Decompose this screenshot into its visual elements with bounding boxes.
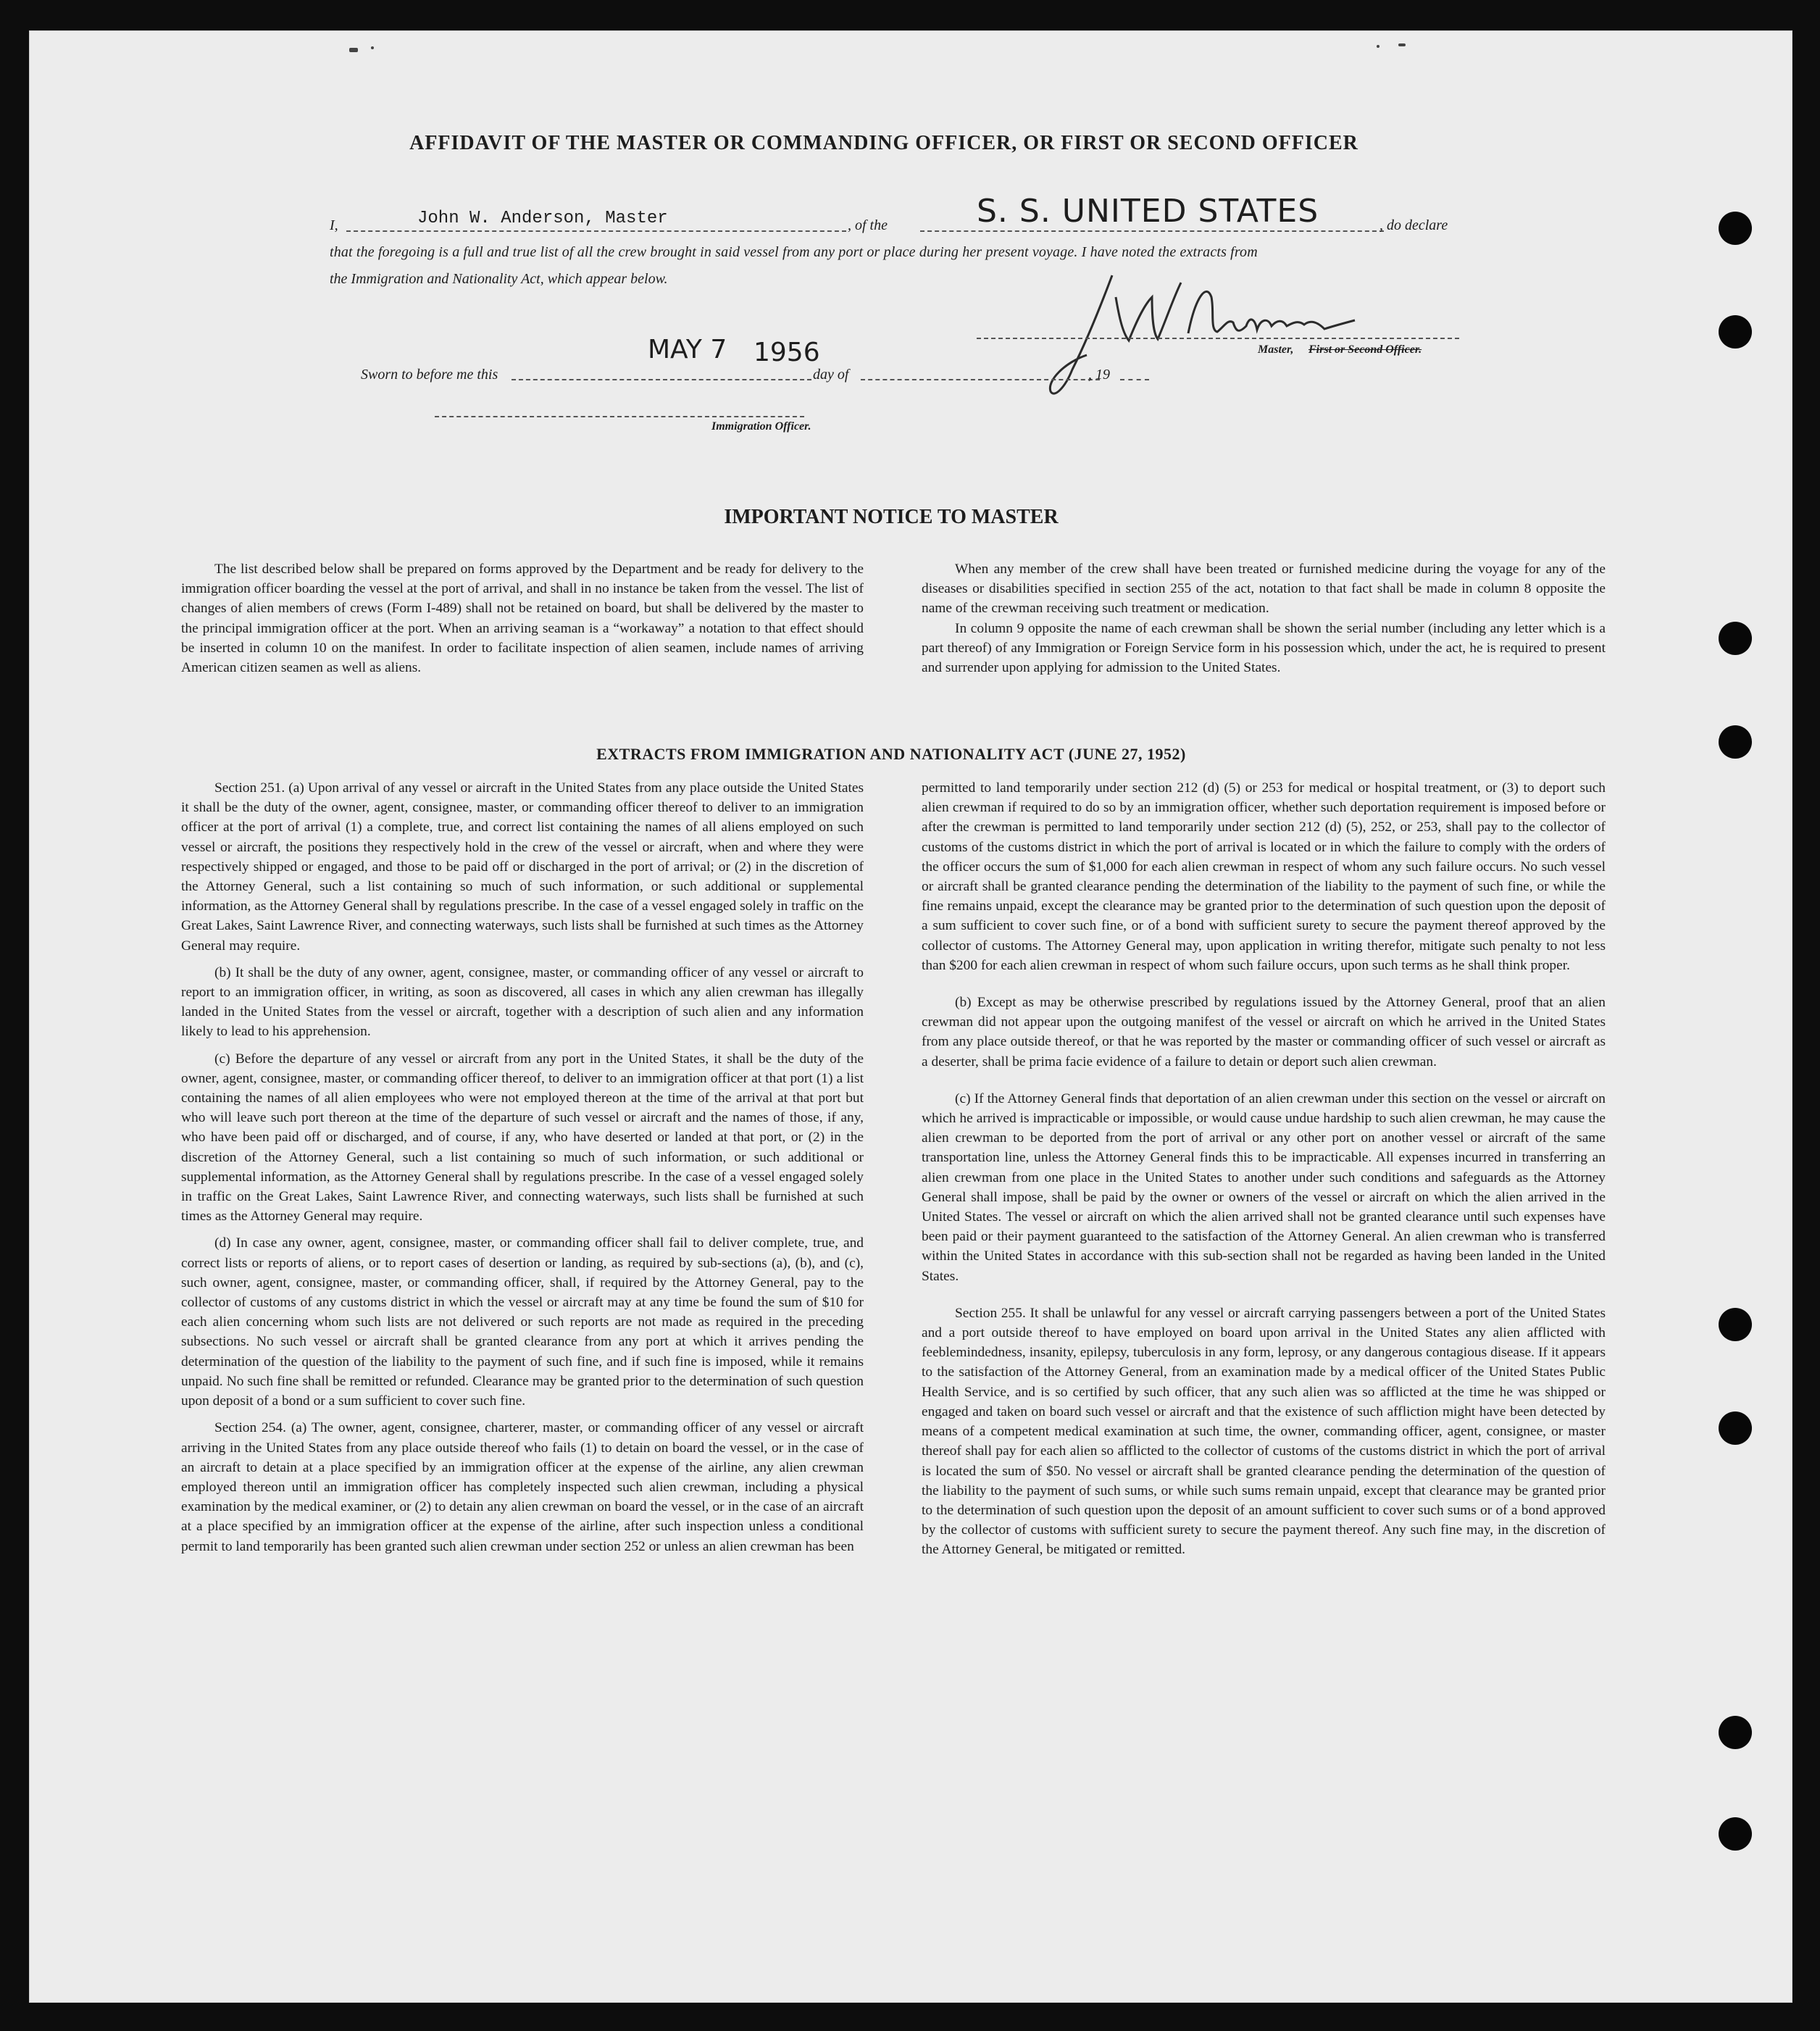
section-254-c: (c) If the Attorney General finds that deportation of an alien crewman under this section on the vessel or aircraft on which he arrived is impracticable or impossible, or would cause undue hardship to such alien crewman, he may cause the alien crewman to be deported from the port of arrival or any other port on another vessel or aircraft of the same transportation line, unless the Attorney General finds this to be impracticable. All expenses incurred in transferring an alien crewman from one place in the United States to another under such conditions and safeguards as the Attorney General shall impose, shall be paid by the owner or owners of the vessel or aircraft on which the alien arrived in the United States. The vessel or aircraft on which the alien arrived shall not be granted clearance until such expenses have been paid or their payment guaranteed to the satisfaction of the Attorney General. An alien crewman who is transferred within the United States in accordance with this sub-section shall not be regarded as having been landed in the United States. xyxy=(922,1090,1606,1284)
do-declare-label: , do declare xyxy=(1379,217,1448,233)
punch-hole xyxy=(1719,1308,1752,1341)
section-251-a: Section 251. (a) Upon arrival of any vessel or aircraft in the United States from any place outside the United States it shall be the duty of the owner, agent, consignee, master, or commanding officer thereof to deliver to an immigration officer at the port of arrival (1) a complete, true, and correct list containing the names of all aliens employed on such vessel or aircraft, the positions they respectively hold in the crew of the vessel or aircraft, when and where they were respectively shipped or engaged, and those to be paid off or discharged in the port of arrival; or (2) in the discretion of the Attorney General, such a list containing so much of such information, or such additional or supplemental information, as the Attorney General shall by regulations prescribe. In the case of a vessel engaged solely in traffic on the Great Lakes, Saint Lawrence River, and connecting waterways, such lists shall be furnished at such times as the Attorney General may require. xyxy=(181,780,864,954)
notice-left-paragraph: The list described below shall be prepared on forms approved by the Department and be ready for delivery to the immigration officer boarding the vessel at the port of arrival, and shall in no instance be taken from the vessel. The list of changes of alien members of crews (Form I-489) shall not be retained on board, but shall be delivered by the master to the principal immigration officer at the port. When an arriving seaman is a “workaway” a notation to that effect should be inserted in column 10 on the manifest. In order to facilitate inspection of alien seamen, include names of arriving American citizen seamen as well as aliens. xyxy=(181,562,864,676)
section-251-b: (b) It shall be the duty of any owner, agent, consignee, master, or commanding officer of any vessel or aircraft to report to an immigration officer, in writing, as soon as discovered, all cases in which any alien crewman has illegally landed in the United States from the vessel or aircraft, together with a description of such alien and any information likely to lead to his apprehension. xyxy=(181,964,864,1040)
day-of-label: day of xyxy=(813,367,849,383)
punch-hole xyxy=(1719,212,1752,245)
immigration-officer-label: Immigration Officer. xyxy=(711,420,811,433)
section-254-b: (b) Except as may be otherwise prescribed by regulations issued by the Attorney General, proof that an alien crewman did not appear upon the outgoing manifest of the vessel or aircraft on which he arrived in the United States from any place outside thereof, or that he was reported by the master or commanding officer of such vessel or aircraft as a deserter, shall be prima facie evidence of a failure to detain or deport such alien crewman. xyxy=(922,995,1606,1069)
extracts-right-column xyxy=(922,778,1606,1567)
scan-speck xyxy=(371,46,374,49)
affidavit-line3: the Immigration and Nationality Act, which appear below. xyxy=(330,271,668,287)
struck-officer-label: First or Second Officer. xyxy=(1308,343,1422,356)
punch-hole xyxy=(1719,315,1752,349)
affidavit-title: AFFIDAVIT OF THE MASTER OR COMMANDING OFFICER, OR FIRST OR SECOND OFFICER xyxy=(409,132,1358,154)
year-stamp: 1956 xyxy=(754,338,820,367)
section-251-c: (c) Before the departure of any vessel or aircraft from any port in the United States, it shall be the duty of the owner, agent, consignee, master, or commanding officer thereof, to deliver to an immigration officer at that port (1) a list containing the names of all alien employees who were not employed thereon at the time of the arrival at that port but who will leave such port thereon at the time of the departure of such vessel or aircraft and the names of those, if any, who have been paid off or discharged, and of course, if any, who have deserted or landed at that port, or (2) in the discretion of the Attorney General, such a list containing so much of such information, or such additional or supplemental information, as the Attorney General shall by regulations prescribe. In the case of a vessel engaged solely in traffic on the Great Lakes, Saint Lawrence River, and connecting waterways, such lists shall be furnished at such times as the Attorney General may require. xyxy=(181,1051,864,1225)
notice-right-column xyxy=(922,559,1606,685)
scan-speck xyxy=(349,48,358,52)
section-254-a: Section 254. (a) The owner, agent, consignee, charterer, master, or commanding officer of any vessel or aircraft arriving in the United States from any place outside thereof who fails (1) to detain on board the vessel, or in the case of an aircraft to detain at a place specified by an immigration officer at the expense of the airline, any alien crewman employed thereon until an immigration officer has completely inspected such alien crewman, including a physical examination by the medical examiner, or (2) to detain any alien crewman on board the vessel, or in the case of an aircraft at a place specified by an immigration officer at the expense of the airline, after such inspection unless a conditional permit to land temporarily has been granted such alien crewman under section 252 or unless an alien crewman has been xyxy=(181,1420,864,1554)
section-254-a-continued: permitted to land temporarily under section 212 (d) (5) or 253 for medical or hospital treatment, or (3) to deport such alien crewman if required to do so by an immigration officer, whether such deportation requirement is imposed before or after the crewman is permitted to land temporarily under section 212 (d) (5), 252, or 253, shall pay to the collector of customs of the customs district in which the port of arrival is located or in which the failure to comply with the orders of the officer occurs the sum of $1,000 for each alien crewman in respect of whom any such failure occurs. No such vessel or aircraft shall be granted clearance pending the determination of the liability to the payment of such fine, or while the fine remains unpaid, except the clearance may be granted prior to the determination of such question upon the deposit of a sum sufficient to cover such fine, or of a bond with sufficient surety to secure the payment thereof approved by the collector of customs. The Attorney General may, upon application in writing therefor, mitigate such penalty to not less than $200 for each alien crewman in respect of whom such failure occurs, upon such terms as he shall think proper. xyxy=(922,780,1606,973)
notice-left-column xyxy=(181,559,864,685)
punch-hole xyxy=(1719,725,1752,759)
notice-right-paragraph-1: When any member of the crew shall have been treated or furnished medicine during the voyage for any of the diseases or disabilities specified in section 255 of the act, notation to that fact shall be made in column 8 opposite the name of the crewman receiving such treatment or medication. xyxy=(922,562,1606,617)
vessel-name-line xyxy=(920,230,1384,232)
master-name-line xyxy=(346,230,846,232)
notice-title: IMPORTANT NOTICE TO MASTER xyxy=(724,506,1059,528)
sworn-month-line xyxy=(861,379,1100,380)
scan-speck xyxy=(1377,45,1379,48)
sworn-year-line xyxy=(1120,379,1149,380)
section-251-d: (d) In case any owner, agent, consignee, master, or commanding officer shall fail to deliver complete, true, and correct lists or reports of aliens, or to report cases of desertion or landing, as required by sub-sections (a), (b), and (c), such owner, agent, consignee, master, or commanding officer, shall, if required by the Attorney General, pay to the collector of customs of any customs district in which the vessel or aircraft may at any time be found the sum of $10 for each alien concerning whom such lists are not delivered or such reports are not made as required in the preceding subsections. No such vessel or aircraft shall be granted clearance from any port at which it arrives pending the determination of the question of the liability to the payment of such fine, and if such fine is imposed, while it remains unpaid. No such fine shall be remitted or refunded. Clearance may be granted prior to the determination of such question upon deposit of a bond or a sum sufficient to cover such fine. xyxy=(181,1235,864,1409)
vessel-name: S. S. UNITED STATES xyxy=(977,193,1319,230)
scan-speck xyxy=(1398,43,1406,46)
immigration-officer-line xyxy=(435,416,804,417)
sworn-prefix: Sworn to before me this xyxy=(361,367,498,383)
of-the-label: , of the xyxy=(848,217,888,233)
punch-hole xyxy=(1719,1716,1752,1749)
master-name: John W. Anderson, Master xyxy=(417,209,668,228)
notice-right-paragraph-2: In column 9 opposite the name of each crewman shall be shown the serial number (including any letter which is a part thereof) of any Immigration or Foreign Service form in his possession which, under the act, he is required to present and surrender upon applying for admission to the United States. xyxy=(922,620,1606,676)
affidavit-line2: that the foregoing is a full and true list of all the crew brought in said vessel from any port or place during her present voyage. I have noted the extracts from xyxy=(330,244,1258,260)
punch-hole xyxy=(1719,622,1752,655)
punch-hole xyxy=(1719,1817,1752,1851)
master-label: Master, xyxy=(1258,343,1294,356)
extracts-left-column xyxy=(181,778,864,1564)
extracts-title: EXTRACTS FROM IMMIGRATION AND NATIONALITY ACT (JUNE 27, 1952) xyxy=(596,745,1186,763)
year-prefix-label: , 19 xyxy=(1088,367,1110,383)
section-255: Section 255. It shall be unlawful for any vessel or aircraft carrying passengers between a port of the United States and a port outside thereof to have employed on board upon arrival in the United States any alien afflicted with feeblemindedness, insanity, epilepsy, tuberculosis in any form, leprosy, or any dangerous contagious disease. If it appears to the satisfaction of the Attorney General, from an examination made by a medical officer of the United States Public Health Service, and is so certified by such officer, that any such alien was so afflicted at the time he was shipped or engaged and taken on board such vessel or aircraft and that the existence of such affliction might have been detected by means of a competent medical examination at such time, the owner, commanding officer, agent, consignee, or master thereof shall pay for each alien so afflicted to the collector of customs of the customs district in which the port of arrival is located the sum of $50. No vessel or aircraft shall be granted clearance pending the determination of the question of the liability to the payment of such sums, or while such sums remain unpaid, except that clearance may be granted prior to the determination of such question upon the deposit of an amount sufficient to cover such sums or of a bond approved by the collector of customs with sufficient surety to secure the payment thereof. Any such fine may, in the discretion of the Attorney General, be mitigated or remitted. xyxy=(922,1305,1606,1558)
sworn-day-line xyxy=(512,379,811,380)
date-stamp: MAY 7 xyxy=(648,335,727,364)
affidavit-line1-prefix: I, xyxy=(330,217,338,233)
master-signature-line xyxy=(977,338,1459,339)
punch-hole xyxy=(1719,1411,1752,1445)
